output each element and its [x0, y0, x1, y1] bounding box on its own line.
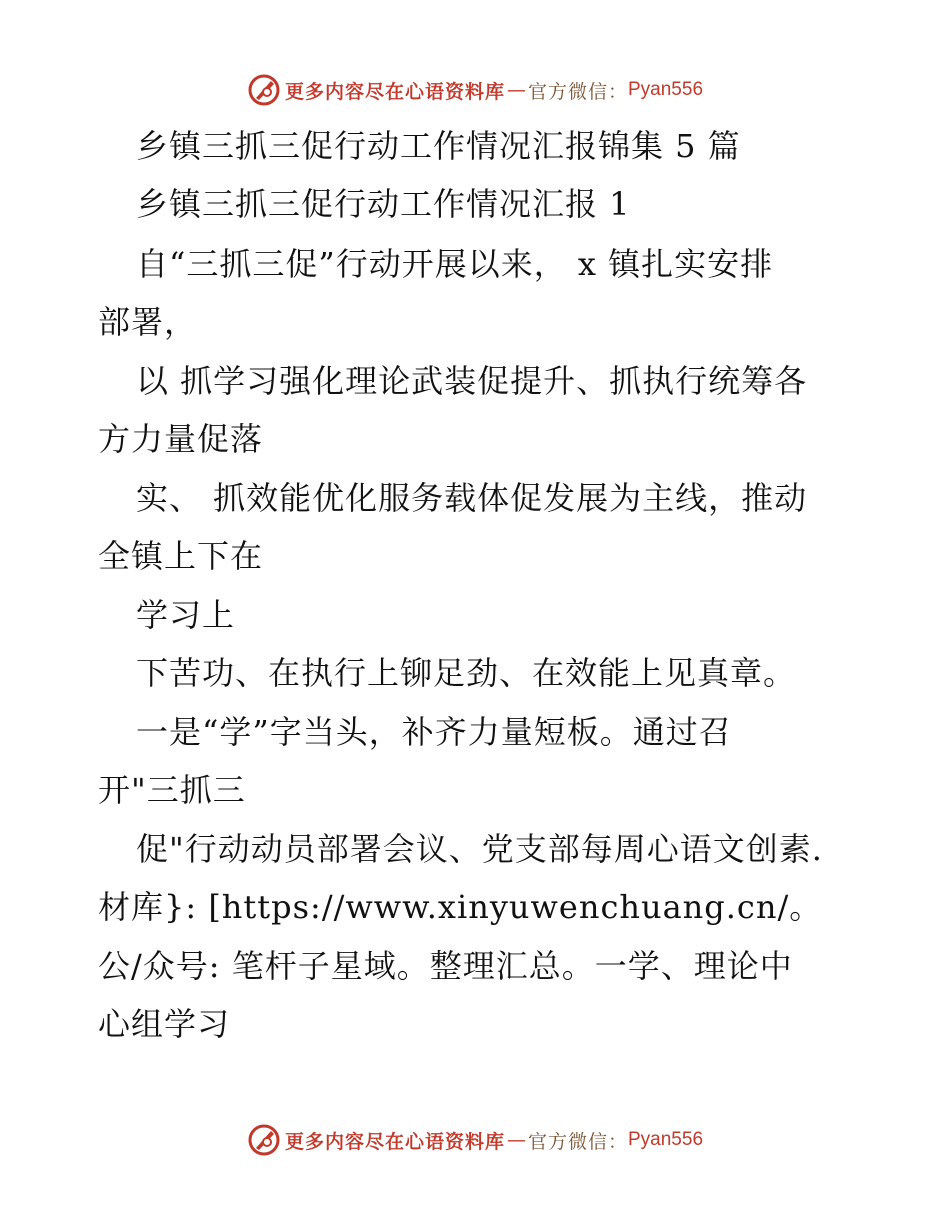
watermark-banner-bottom — [0, 1120, 950, 1160]
paragraph-line: 材库}: [https://www.xinyuwenchuang.cn/。 — [98, 888, 823, 926]
paragraph-line: 部署， — [98, 303, 198, 341]
watermark-site-text: 更多内容尽在心语资料库 — [284, 80, 505, 103]
paragraph-line: 开"三抓三 — [98, 771, 246, 809]
watermark-wechat-id: Pyan556 — [628, 79, 704, 100]
paragraph-line: 学习上 — [136, 596, 236, 634]
red-quill-seal-icon — [247, 73, 281, 107]
watermark-wechat-id: Pyan556 — [628, 1129, 704, 1150]
paragraph-line: 下苦功、在执行上铆足劲、在效能上见真章。 — [136, 654, 797, 692]
watermark-site-text: 更多内容尽在心语资料库 — [284, 1130, 505, 1153]
paragraph-line: 自“三抓三促”行动开展以来， x 镇扎实安排 — [136, 245, 774, 283]
watermark-official-label: 官方微信： — [527, 1130, 628, 1153]
paragraph-line: 全镇上下在 — [98, 537, 264, 575]
watermark-banner-top — [0, 70, 950, 110]
paragraph-line: 公/众号: 笔杆子星域。整理汇总。一学、理论中 — [98, 947, 793, 985]
red-quill-seal-icon — [247, 1123, 281, 1157]
watermark-separator: — — [506, 79, 526, 101]
watermark-separator: — — [506, 1129, 526, 1151]
paragraph-line: 促"行动动员部署会议、党支部每周心语文创素. — [136, 830, 823, 868]
paragraph-line: 实、 抓效能优化服务载体促发展为主线，推动 — [136, 479, 808, 517]
section-heading: 乡镇三抓三促行动工作情况汇报 1 — [136, 185, 631, 223]
paragraph-line: 方力量促落 — [98, 420, 264, 458]
paragraph-line: 一是“学”字当头，补齐力量短板。通过召 — [136, 713, 732, 751]
watermark-official-label: 官方微信： — [527, 80, 628, 103]
document-title: 乡镇三抓三促行动工作情况汇报锦集 5 篇 — [136, 127, 741, 165]
paragraph-line: 心组学习 — [98, 1005, 231, 1043]
paragraph-line: 以 抓学习强化理论武装促提升、抓执行统筹各 — [136, 362, 808, 400]
